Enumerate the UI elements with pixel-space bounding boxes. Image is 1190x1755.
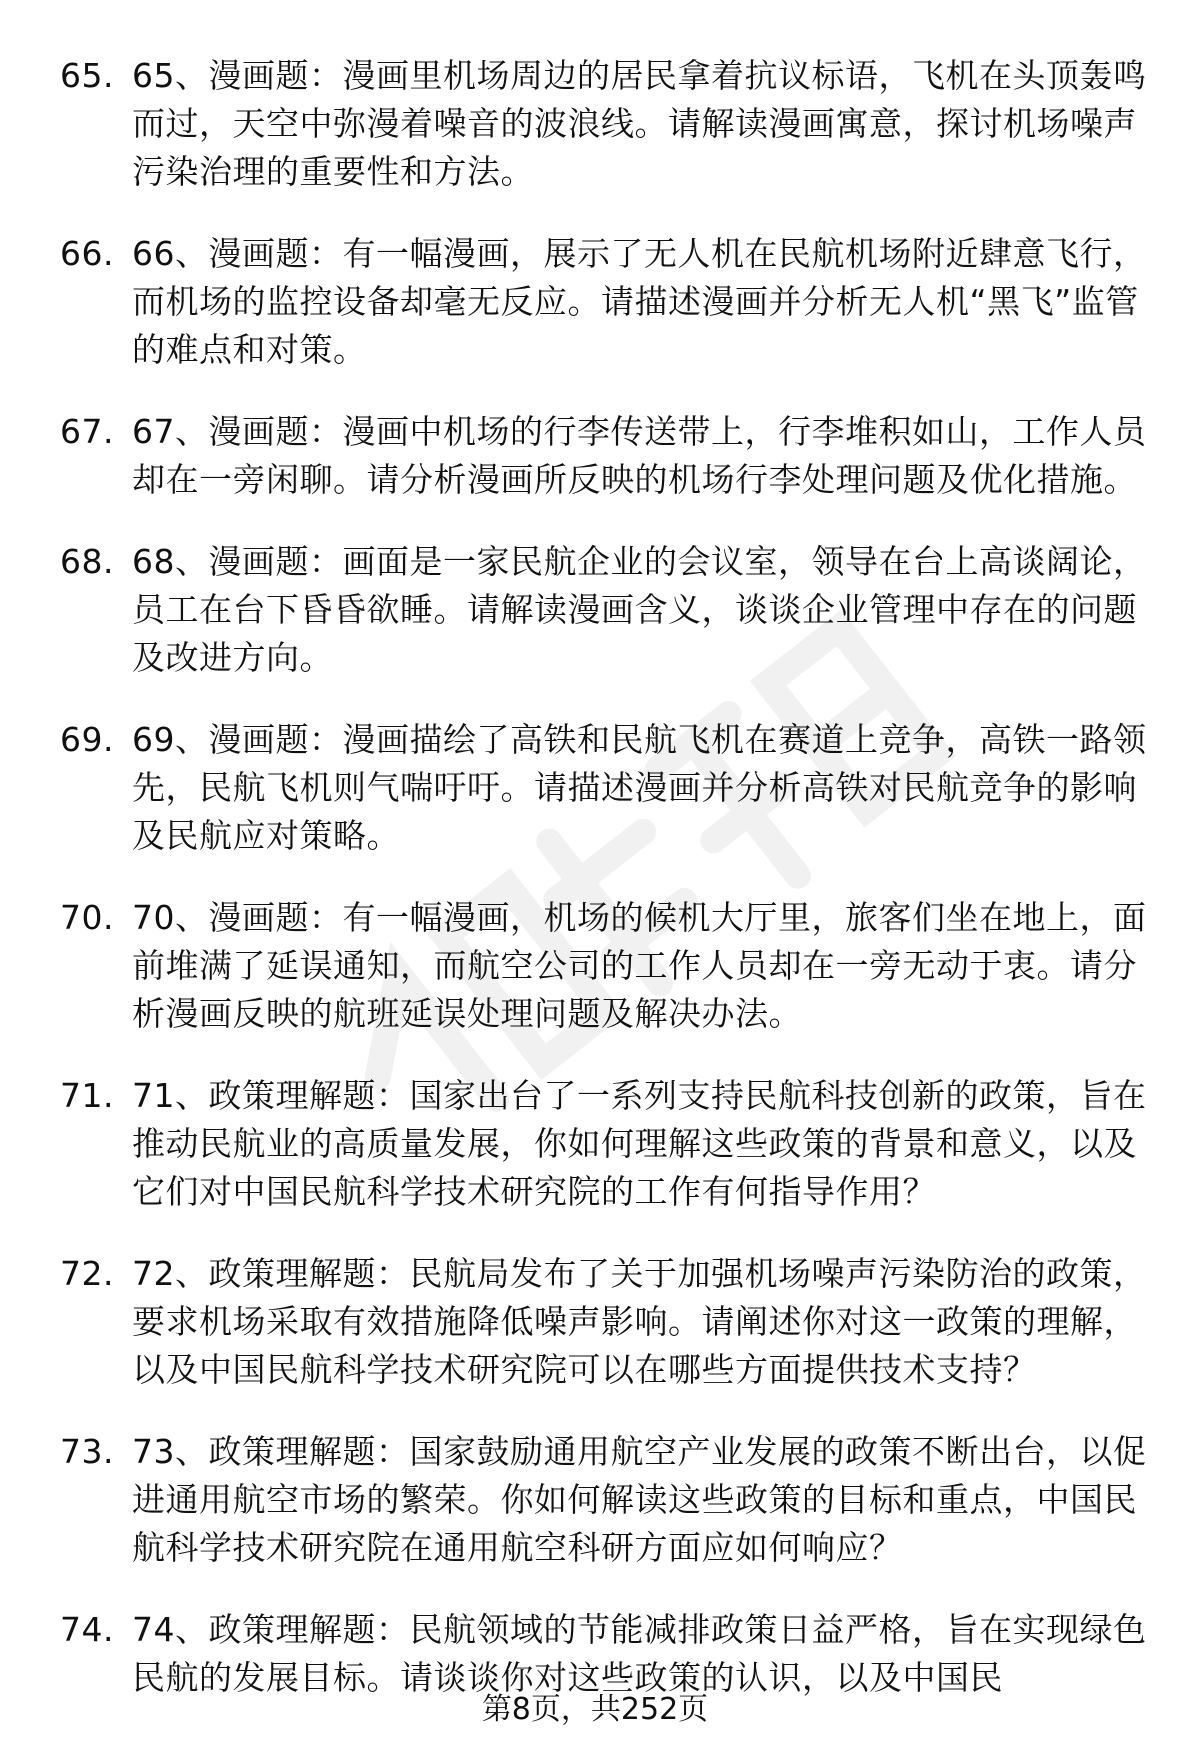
question-item — [60, 1606, 1150, 1702]
question-number: 72. — [60, 1254, 114, 1293]
question-item — [60, 716, 1150, 860]
question-number: 73. — [60, 1432, 114, 1471]
question-text: 65、漫画题：漫画里机场周边的居民拿着抗议标语，飞机在头顶轰鸣而过，天空中弥漫着噪音的波浪线。请解读漫画寓意，探讨机场噪声污染治理的重要性和方法。 — [132, 56, 1147, 191]
question-item — [60, 1072, 1150, 1216]
page-footer — [0, 1690, 1190, 1730]
question-number: 67. — [60, 412, 114, 451]
question-item — [60, 408, 1150, 504]
question-text: 71、政策理解题：国家出台了一系列支持民航科技创新的政策，旨在推动民航业的高质量发展，你如何理解这些政策的背景和意义，以及它们对中国民航科学技术研究院的工作有何指导作用？ — [132, 1076, 1147, 1211]
question-number: 68. — [60, 542, 114, 581]
question-text: 70、漫画题：有一幅漫画，机场的候机大厅里，旅客们坐在地上，面前堆满了延误通知，而航空公司的工作人员却在一旁无动于衷。请分析漫画反映的航班延误处理问题及解决办法。 — [132, 898, 1147, 1033]
question-list — [60, 52, 1150, 1736]
question-item — [60, 538, 1150, 682]
question-number: 74. — [60, 1610, 114, 1649]
question-number: 69. — [60, 720, 114, 759]
question-item — [60, 1428, 1150, 1572]
question-number: 65. — [60, 56, 114, 95]
question-number: 66. — [60, 234, 114, 273]
page-number-label: 第8页，共252页 — [481, 1692, 709, 1727]
question-number: 70. — [60, 898, 114, 937]
question-text: 69、漫画题：漫画描绘了高铁和民航飞机在赛道上竞争，高铁一路领先，民航飞机则气喘吁吁。请描述漫画并分析高铁对民航竞争的影响及民航应对策略。 — [132, 720, 1147, 855]
question-text: 66、漫画题：有一幅漫画，展示了无人机在民航机场附近肆意飞行，而机场的监控设备却毫无反应。请描述漫画并分析无人机“黑飞”监管的难点和对策。 — [132, 234, 1147, 369]
question-item — [60, 894, 1150, 1038]
question-text: 74、政策理解题：民航领域的节能减排政策日益严格，旨在实现绿色民航的发展目标。请谈谈你对这些政策的认识，以及中国民 — [132, 1610, 1147, 1697]
question-text: 72、政策理解题：民航局发布了关于加强机场噪声污染防治的政策，要求机场采取有效措施降低噪声影响。请阐述你对这一政策的理解，以及中国民航科学技术研究院可以在哪些方面提供技术支持？ — [132, 1254, 1147, 1389]
question-text: 73、政策理解题：国家鼓励通用航空产业发展的政策不断出台，以促进通用航空市场的繁荣。你如何解读这些政策的目标和重点，中国民航科学技术研究院在通用航空科研方面应如何响应？ — [132, 1432, 1147, 1567]
question-item — [60, 1250, 1150, 1394]
question-text: 67、漫画题：漫画中机场的行李传送带上，行李堆积如山，工作人员却在一旁闲聊。请分析漫画所反映的机场行李处理问题及优化措施。 — [132, 412, 1147, 499]
question-number: 71. — [60, 1076, 114, 1115]
question-item — [60, 52, 1150, 196]
question-item — [60, 230, 1150, 374]
question-text: 68、漫画题：画面是一家民航企业的会议室，领导在台上高谈阔论，员工在台下昏昏欲睡。请解读漫画含义，谈谈企业管理中存在的问题及改进方向。 — [132, 542, 1147, 677]
